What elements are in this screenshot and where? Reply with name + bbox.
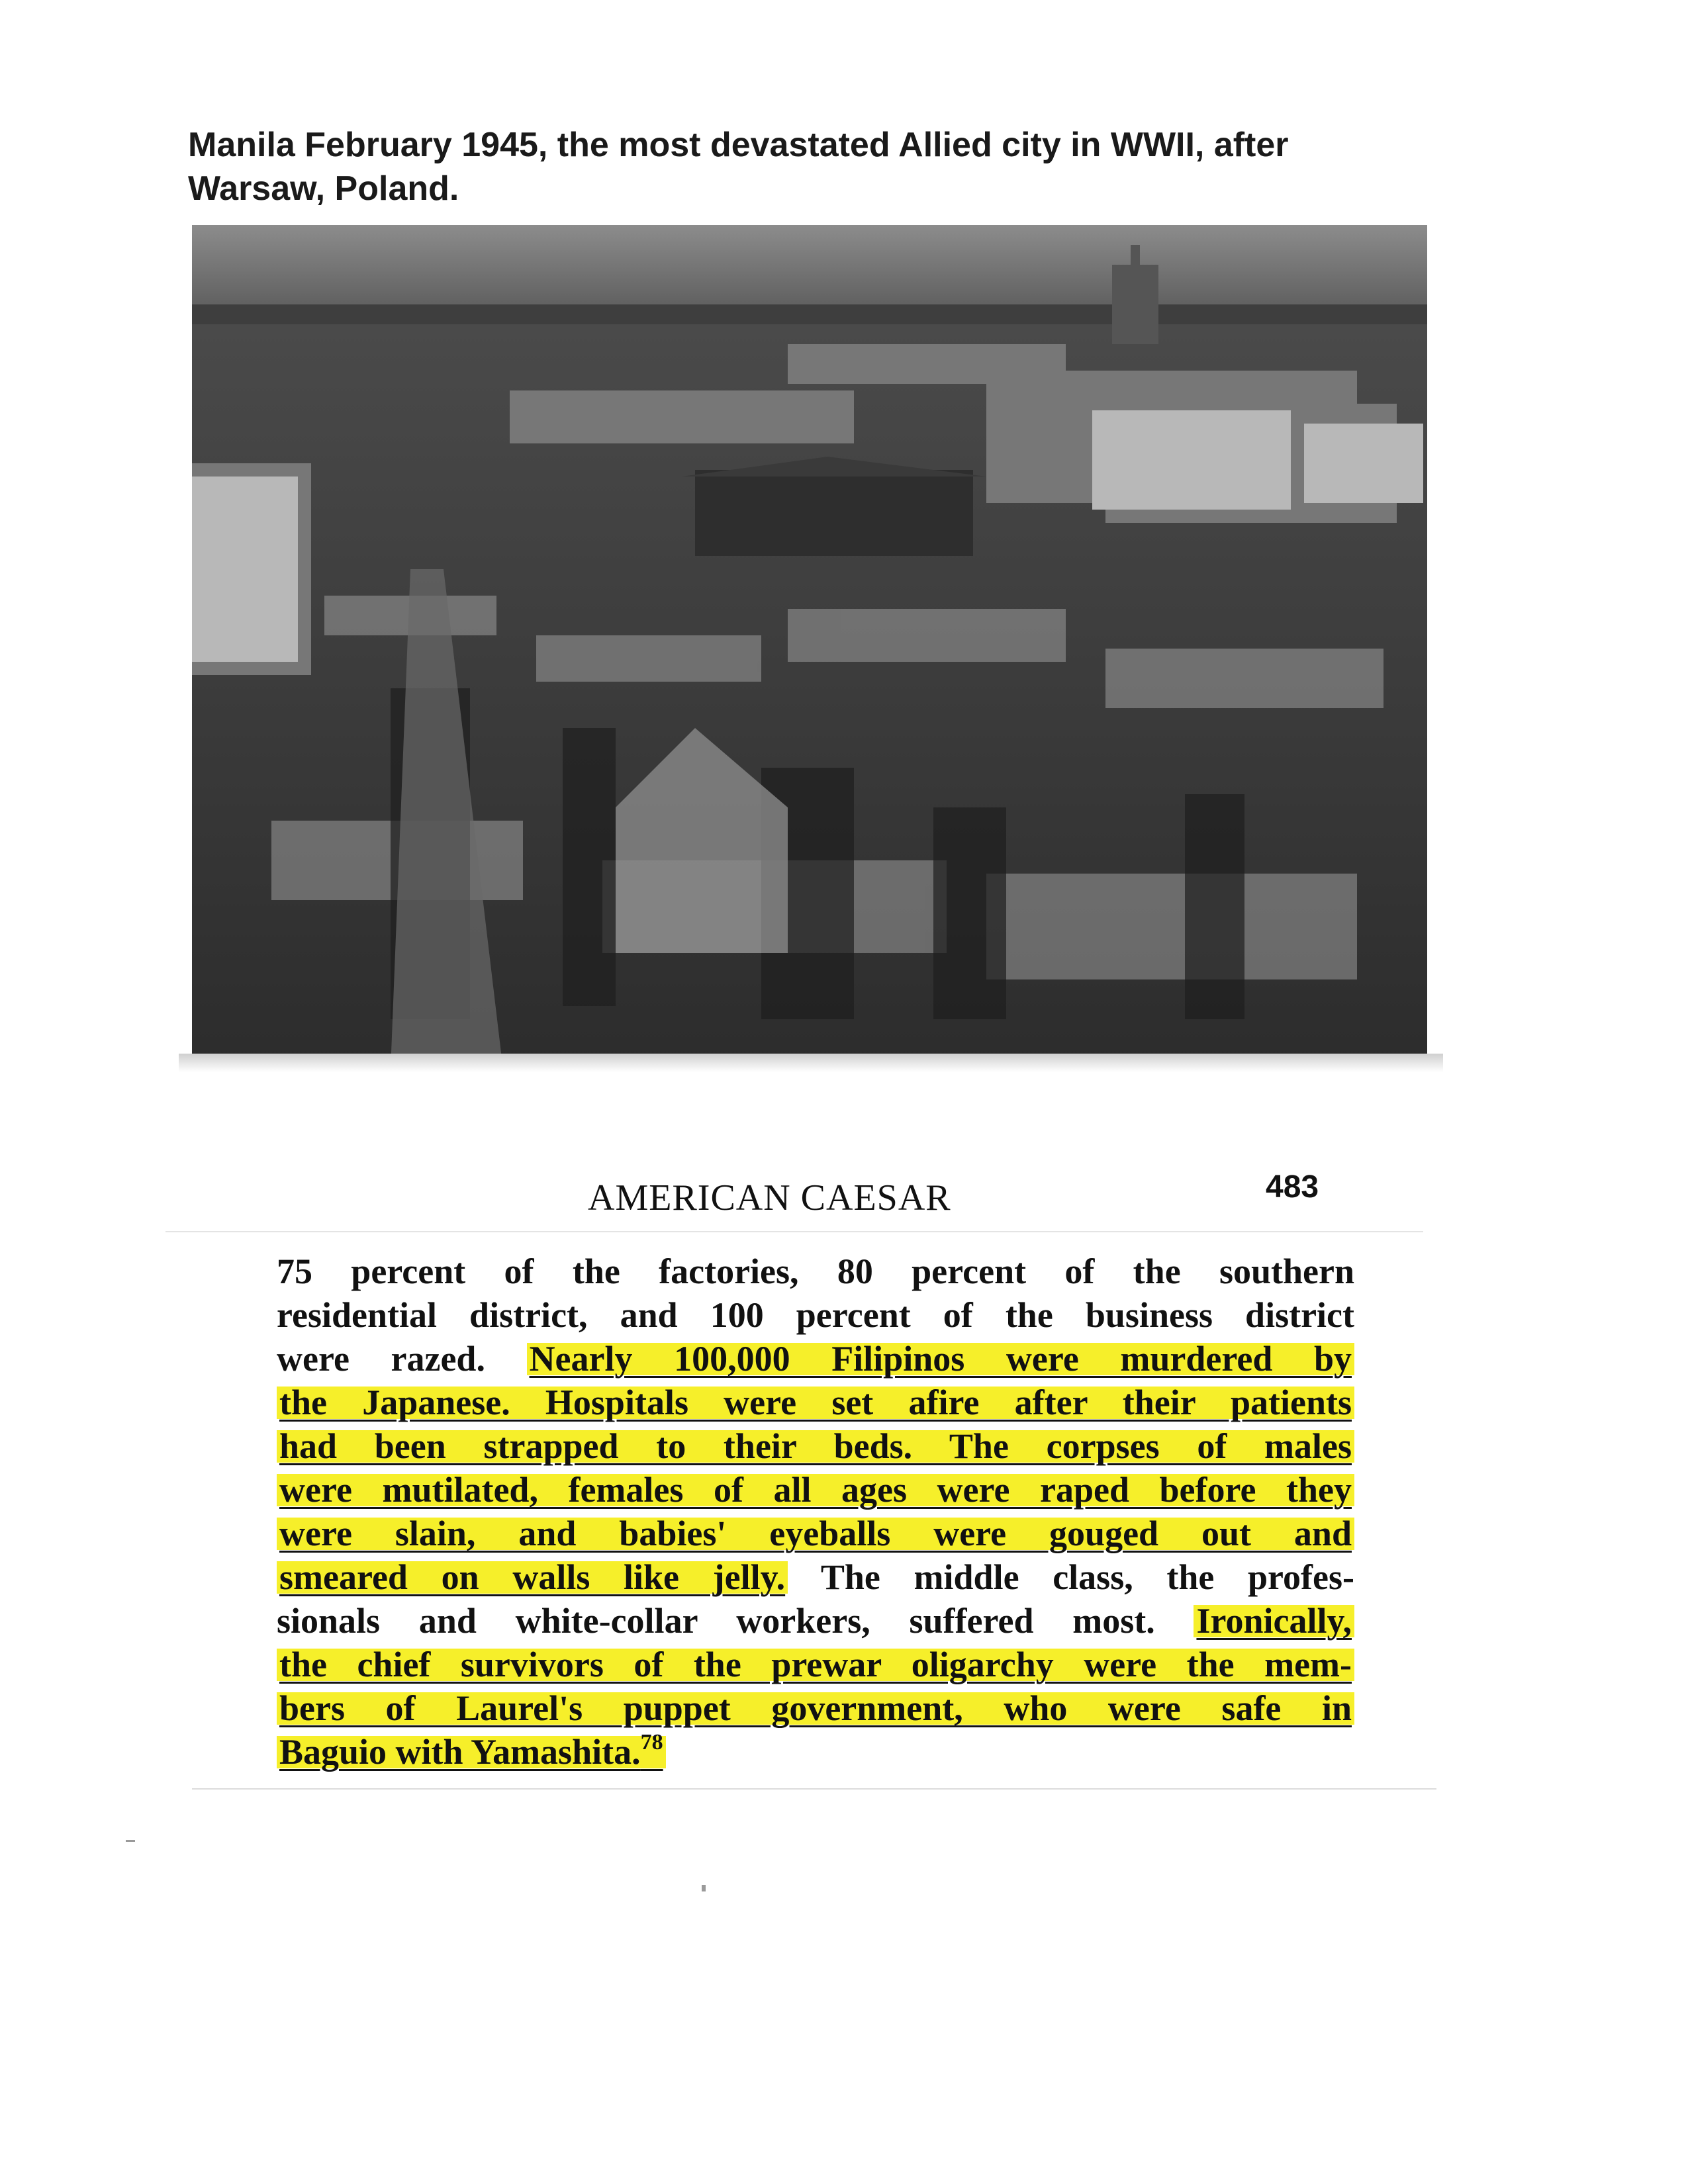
- scan-speck: [702, 1885, 706, 1891]
- text-line-9: [277, 1599, 1354, 1643]
- text-highlight: [277, 1732, 666, 1772]
- caption-line-1: Manila February 1945, the most devastated Allied city in WWII, after: [188, 126, 1289, 164]
- photo-caption: [188, 123, 1446, 210]
- text-line-11: [277, 1686, 1354, 1730]
- text-line-10: [277, 1643, 1354, 1686]
- ruined-city-photo-icon: [192, 225, 1427, 1069]
- text-line-1: [277, 1250, 1354, 1293]
- text-highlight: the chief survivors of the prewar oligarchy were the mem-: [277, 1645, 1354, 1684]
- text-highlight: were slain, and babies' eyeballs were gouged out and: [277, 1514, 1354, 1553]
- divider: [165, 1231, 1423, 1232]
- text-line-12: [277, 1730, 1354, 1774]
- text-plain: sionals and white-collar workers, suffered most.: [277, 1601, 1194, 1641]
- text-highlight: had been strapped to their beds. The corpses of males: [277, 1426, 1354, 1466]
- scan-bottom-edge: [192, 1788, 1436, 1790]
- text-plain: 75 percent of the factories, 80 percent of the southern: [277, 1251, 1354, 1291]
- text-line-8: [277, 1555, 1354, 1599]
- text-highlight-words: Baguio with Yamashita.: [279, 1732, 641, 1772]
- text-highlight: Nearly 100,000 Filipinos were murdered by: [527, 1339, 1354, 1379]
- text-line-3: [277, 1337, 1354, 1381]
- text-line-4: [277, 1381, 1354, 1424]
- footnote-marker: 78: [640, 1730, 663, 1754]
- scan-speck: [126, 1840, 135, 1842]
- text-line-6: [277, 1468, 1354, 1512]
- text-highlight: Ironically,: [1194, 1601, 1354, 1641]
- text-highlight: bers of Laurel's puppet government, who were safe in: [277, 1688, 1354, 1728]
- scan-edge: [179, 1054, 1443, 1072]
- book-excerpt: [277, 1250, 1354, 1774]
- page-number: 483: [1266, 1169, 1319, 1205]
- text-highlight: smeared on walls like jelly.: [277, 1557, 788, 1597]
- text-line-2: [277, 1293, 1354, 1337]
- text-plain: The middle class, the profes-: [788, 1557, 1354, 1597]
- text-highlight: the Japanese. Hospitals were set afire after their patients: [277, 1383, 1354, 1422]
- text-line-7: [277, 1512, 1354, 1555]
- ruined-city-photo: [192, 225, 1427, 1069]
- text-plain: were razed.: [277, 1339, 527, 1379]
- running-head: AMERICAN CAESAR: [588, 1177, 951, 1218]
- text-plain: residential district, and 100 percent of the business district: [277, 1295, 1354, 1335]
- text-line-5: [277, 1424, 1354, 1468]
- text-highlight: were mutilated, females of all ages were raped before they: [277, 1470, 1354, 1510]
- caption-line-2: Warsaw, Poland.: [188, 169, 459, 208]
